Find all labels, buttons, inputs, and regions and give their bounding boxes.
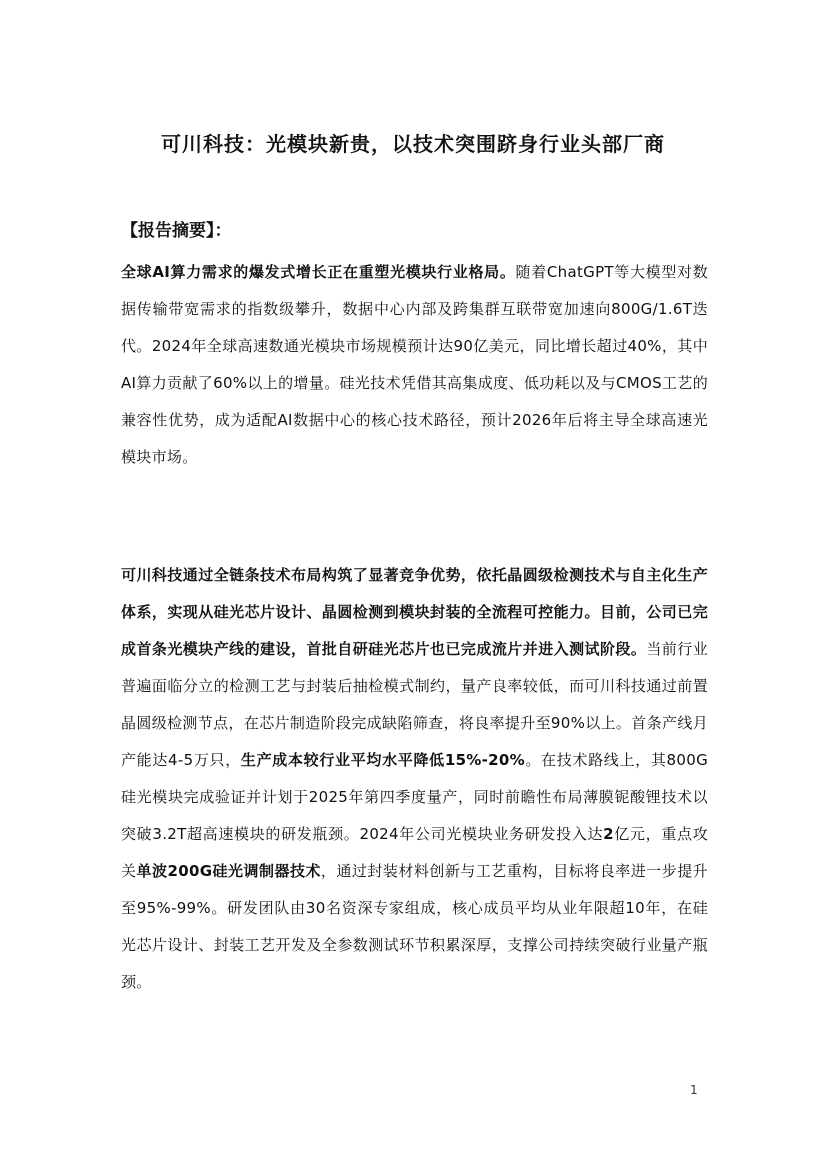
summary-paragraph-2 (121, 557, 708, 1001)
section-heading: 【报告摘要】： (121, 221, 232, 241)
cost-reduction-highlight: 生产成本较行业平均水平降低15%-20% (240, 751, 525, 769)
paragraph-1-body: 随着ChatGPT等大模型对数据传输带宽需求的指数级攀升，数据中心内部及跨集群互联带宽加速向800G/1.6T迭代。2024年全球高速数通光模块市场规模预计达90亿美元，同比增长超过40%，其中AI算力贡献了60%以上的增量。硅光技术凭借其高集成度、低功耗以及与CMOS工艺的兼容性优势，成为适配AI数据中心的核心技术路径，预计2026年后将主导全球高速光模块市场。 (121, 263, 708, 466)
page-title: 可川科技：光模块新贵，以技术突围跻身行业头部厂商 (161, 132, 665, 156)
paragraph-2-body-g: ，通过封装材料创新与工艺重构，目标将良率进一步提升至95%-99%。研发团队由30名资深专家组成，核心成员平均从业年限超10年，在硅光芯片设计、封装工艺开发及全参数测试环节积累深厚，支撑公司持续突破行业量产瓶颈。 (121, 862, 708, 991)
paragraph-1-lead: 全球AI算力需求的爆发式增长正在重塑光模块行业格局。 (121, 263, 516, 281)
page-number: 1 (690, 1083, 698, 1097)
paragraph-2-body-e: 亿元，重点攻关 (121, 825, 708, 880)
rd-investment-highlight: 2 (603, 825, 614, 843)
paragraph-2-body-c: 。在技术路线上，其800G硅光模块完成验证并计划于2025年第四季度量产，同时前瞻性布局薄膜铌酸锂技术以突破3.2T超高速模块的研发瓶颈。2024年公司光模块业务研发投入达 (121, 751, 708, 843)
paragraph-2-lead: 可川科技通过全链条技术布局构筑了显著竞争优势，依托晶圆级检测技术与自主化生产体系，实现从硅光芯片设计、晶圆检测到模块封装的全流程可控能力。目前，公司已完成首条光模块产线的建设，首批自研硅光芯片也已完成流片并进入测试阶段。 (121, 566, 708, 658)
paragraph-2-body-a: 当前行业普遍面临分立的检测工艺与封装后抽检模式制约，量产良率较低，而可川科技通过前置晶圆级检测节点，在芯片制造阶段完成缺陷筛查，将良率提升至90%以上。首条产线月产能达4-5万只， (121, 640, 708, 769)
summary-paragraph-1 (121, 254, 708, 476)
modulator-tech-highlight: 单波200G硅光调制器技术 (136, 862, 321, 880)
